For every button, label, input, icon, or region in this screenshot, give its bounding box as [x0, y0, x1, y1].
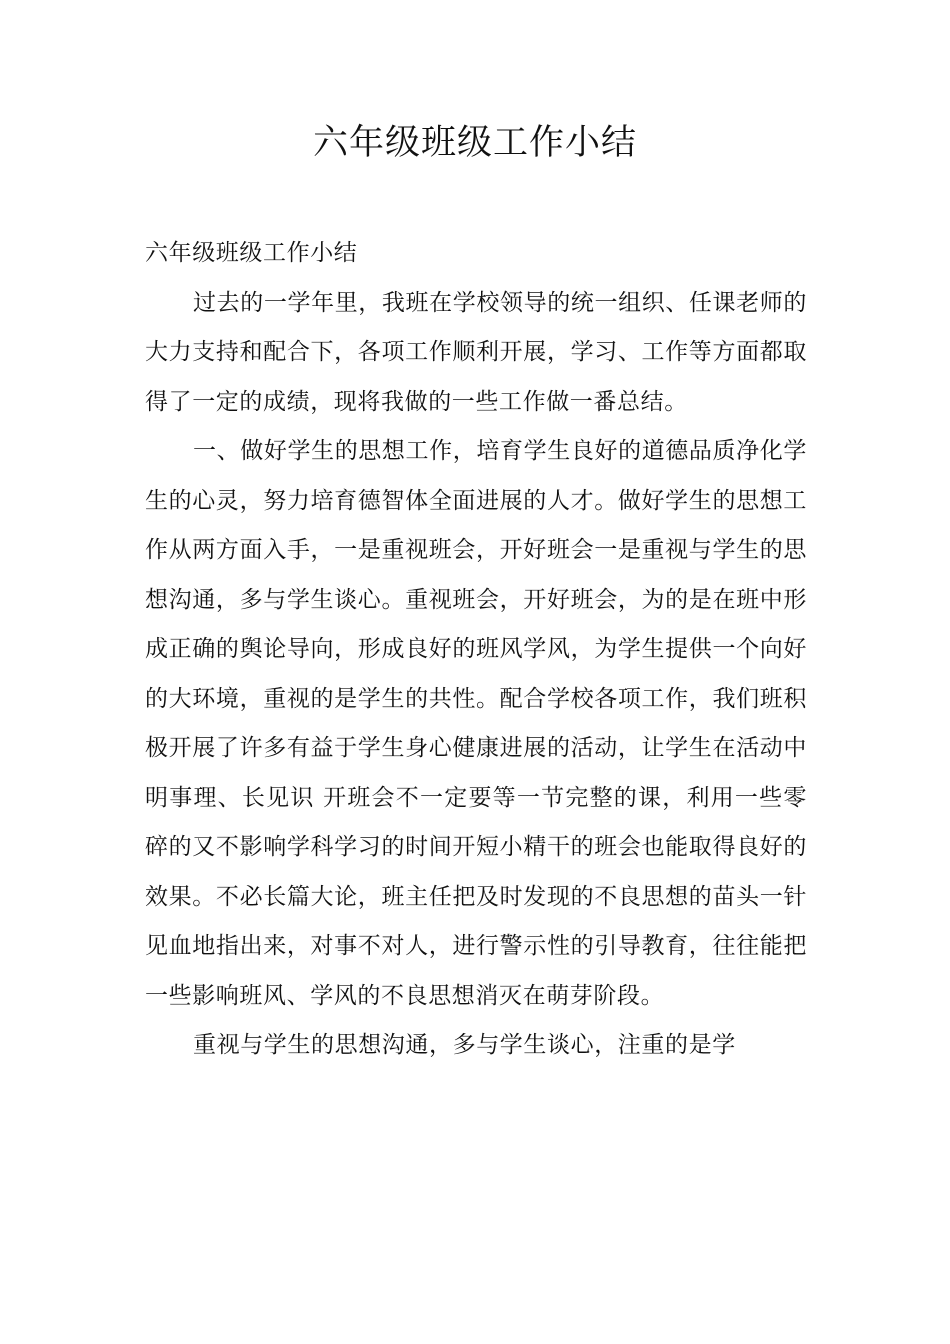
paragraph-section-one: 一、做好学生的思想工作，培育学生良好的道德品质净化学生的心灵，努力培育德智体全面进展的人才。做好学生的思想工作从两方面入手，一是重视班会，开好班会一是重视与学生的思想沟通，多与学生谈心。重视班会，开好班会，为的是在班中形成正确的舆论导向，形成良好的班风学风，为学生提供一个向好的大环境，重视的是学生的共性。配合学校各项工作，我们班积极开展了许多有益于学生身心健康进展的活动，让学生在活动中明事理、长见识 开班会不一定要等一节完整的课，利用一些零碎的又不影响学科学习的时间开短小精干的班会也能取得良好的效果。不必长篇大论，班主任把及时发现的不良思想的苗头一针见血地指出来，对事不对人，进行警示性的引导教育，往往能把一些影响班风、学风的不良思想消灭在萌芽阶段。: [145, 438, 807, 1009]
document-title: 六年级班级工作小结: [312, 123, 637, 163]
paragraph-communication: 重视与学生的思想沟通，多与学生谈心，注重的是学: [193, 1032, 736, 1058]
document-body: [145, 229, 807, 1071]
document-subtitle: 六年级班级工作小结: [145, 240, 358, 266]
paragraph-intro: 过去的一学年里，我班在学校领导的统一组织、任课老师的大力支持和配合下，各项工作顺利开展，学习、工作等方面都取得了一定的成绩，现将我做的一些工作做一番总结。: [145, 289, 807, 415]
